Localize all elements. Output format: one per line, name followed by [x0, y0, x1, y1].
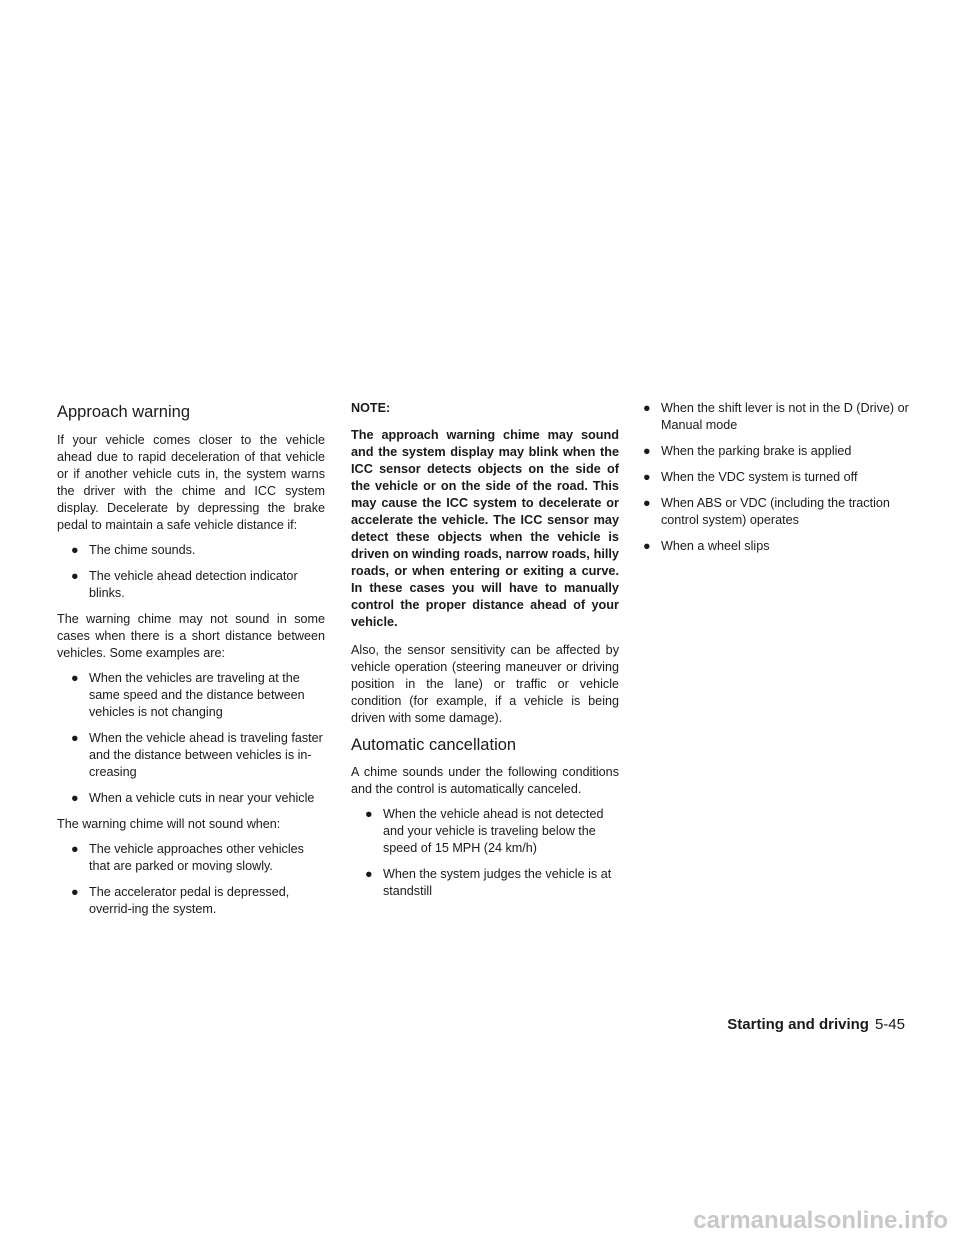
list-item-text: When the shift lever is not in the D (Drive) or Manual mode: [661, 401, 909, 432]
list-item: [71, 841, 325, 875]
note-body: The approach warning chime may sound and the system display may blink when the ICC sensor detects objects on the side of the vehicle or on the side of the road. This may cause the ICC system to decelerate or accelerate the vehicle. The ICC sensor may detect these objects when the vehicle is driven on winding roads, narrow roads, hilly roads, or when entering or exiting a curve. In these cases you will have to manually control the proper distance ahead of your vehicle.: [351, 428, 619, 629]
paragraph: The warning chime will not sound when:: [57, 817, 281, 831]
list-item: [71, 790, 325, 807]
list-item-text: When ABS or VDC (including the traction control system) operates: [661, 496, 890, 527]
list-item-text: When a vehicle cuts in near your vehicle: [89, 791, 315, 805]
bullet-icon: ●: [71, 842, 79, 856]
list-item: [71, 670, 325, 721]
watermark-logo: [602, 1206, 948, 1234]
bullet-list: [351, 806, 619, 900]
paragraph: Also, the sensor sensitivity can be affected by vehicle operation (steering maneuver or driving position in the lane) or traffic or vehicle condition (for example, if a vehicle is being driven with some damage).: [351, 643, 619, 725]
list-item-text: The chime sounds.: [89, 543, 196, 557]
list-item: [71, 730, 325, 781]
list-item: [365, 806, 619, 857]
bullet-icon: ●: [643, 401, 651, 415]
bullet-icon: ●: [71, 569, 79, 583]
list-item-text: When the vehicle ahead is traveling faster and the distance between vehicles is in-creasing: [89, 731, 323, 779]
list-item: [643, 538, 911, 555]
list-item-text: When a wheel slips: [661, 539, 770, 553]
list-item: [365, 866, 619, 900]
list-item: [643, 469, 911, 486]
bullet-icon: ●: [365, 867, 373, 881]
bullet-icon: ●: [71, 543, 79, 557]
list-item-text: The vehicle ahead detection indicator blinks.: [89, 569, 298, 600]
list-item-text: When the parking brake is applied: [661, 444, 852, 458]
list-item-text: When the system judges the vehicle is at standstill: [383, 867, 612, 898]
paragraph: A chime sounds under the following conditions and the control is automatically canceled.: [351, 765, 619, 796]
paragraph: The warning chime may not sound in some cases when there is a short distance between vehicles. Some examples are:: [57, 612, 325, 660]
bullet-icon: ●: [643, 444, 651, 458]
bullet-icon: ●: [365, 807, 373, 821]
section-heading-automatic-cancellation: Automatic cancellation: [351, 736, 517, 754]
section-heading-approach-warning: Approach warning: [57, 403, 190, 421]
column-middle: [351, 400, 619, 909]
page-footer: [727, 1015, 905, 1035]
bullet-icon: ●: [71, 885, 79, 899]
bullet-list: [57, 542, 325, 602]
bullet-icon: ●: [643, 470, 651, 484]
footer-section-title: Starting and driving: [727, 1016, 869, 1033]
list-item: [71, 542, 325, 559]
list-item-text: The vehicle approaches other vehicles that are parked or moving slowly.: [89, 842, 304, 873]
list-item: [71, 884, 325, 918]
column-right: [643, 400, 911, 564]
svg-text:carmanualsonline.info: carmanualsonline.info: [693, 1207, 948, 1234]
bullet-icon: ●: [71, 671, 79, 685]
bullet-icon: ●: [71, 791, 79, 805]
note-label: NOTE:: [351, 401, 391, 415]
bullet-list: [57, 670, 325, 807]
list-item: [643, 495, 911, 529]
bullet-list: [57, 841, 325, 918]
bullet-icon: ●: [71, 731, 79, 745]
paragraph: If your vehicle comes closer to the vehicle ahead due to rapid deceleration of that vehicle or if another vehicle cuts in, the system warns the driver with the chime and ICC system display. Decelerate by depressing the brake pedal to maintain a safe vehicle distance if:: [57, 433, 325, 532]
list-item: [643, 443, 911, 460]
bullet-icon: ●: [643, 496, 651, 510]
page-number: 5-45: [874, 1016, 905, 1033]
bullet-list: [643, 400, 911, 555]
list-item-text: When the vehicle ahead is not detected and your vehicle is traveling below the speed of 15 MPH (24 km/h): [383, 807, 604, 855]
list-item-text: When the vehicles are traveling at the same speed and the distance between vehicles is not changing: [89, 671, 305, 719]
column-left: [57, 402, 325, 927]
list-item-text: The accelerator pedal is depressed, overrid-ing the system.: [89, 885, 290, 916]
list-item: [643, 400, 911, 434]
bullet-icon: ●: [643, 539, 651, 553]
list-item-text: When the VDC system is turned off: [661, 470, 858, 484]
list-item: [71, 568, 325, 602]
